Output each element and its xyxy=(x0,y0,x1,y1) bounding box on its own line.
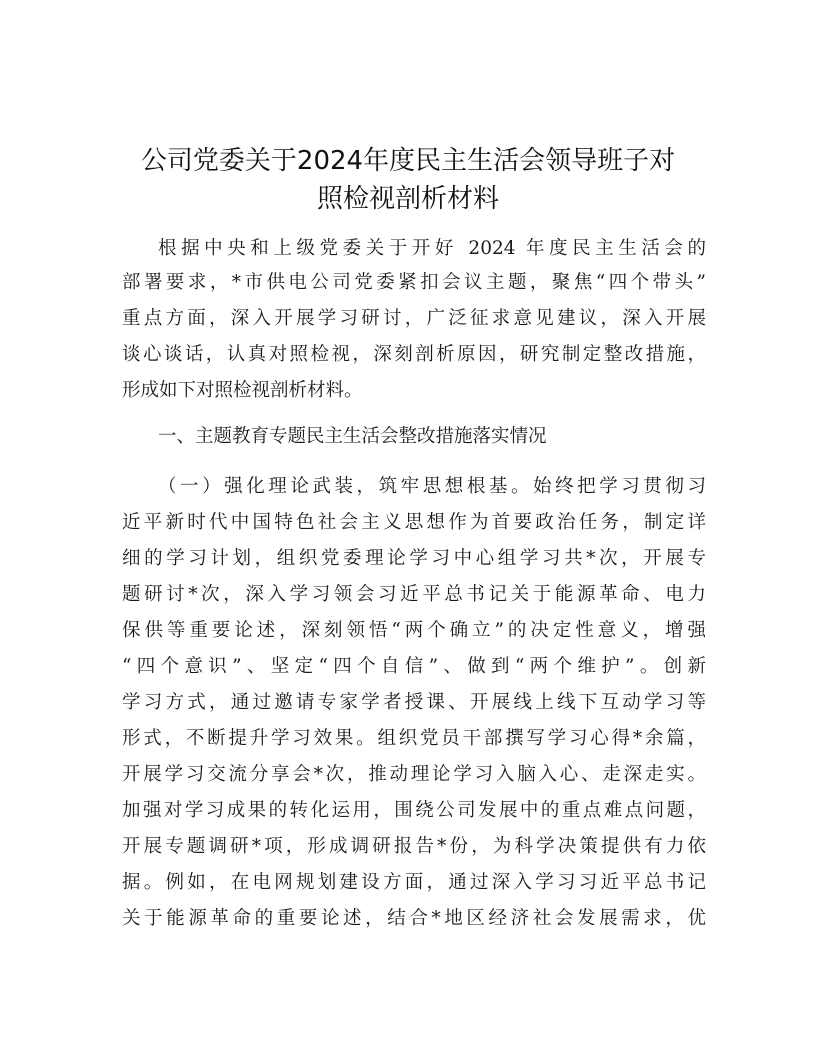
body-line: 开展学习交流分享会*次，推动理论学习入脑入心、走深走实。 xyxy=(122,764,706,785)
body-line: 题研讨*次，深入学习领会习近平总书记关于能源革命、电力 xyxy=(122,584,706,605)
body-line: 近平新时代中国特色社会主义思想作为首要政治任务，制定详 xyxy=(122,512,706,533)
body-line: 开展专题调研*项，形成调研报告*份，为科学决策提供有力依 xyxy=(122,836,706,857)
intro-line: 重点方面，深入开展学习研讨，广泛征求意见建议，深入开展 xyxy=(122,308,706,329)
body-line: 据。例如，在电网规划建设方面，通过深入学习习近平总书记 xyxy=(122,872,706,893)
body-line: 关于能源革命的重要论述，结合*地区经济社会发展需求，优 xyxy=(122,908,706,929)
body-line: 学习方式，通过邀请专家学者授课、开展线上线下互动学习等 xyxy=(122,692,706,713)
intro-line: 形成如下对照检视剖析材料。 xyxy=(122,380,363,401)
section-heading: 一、主题教育专题民主生活会整改措施落实情况 xyxy=(158,426,547,447)
intro-line: 部署要求，*市供电公司党委紧扣会议主题，聚焦“四个带头” xyxy=(122,272,706,293)
document-title-line-1: 公司党委关于2024年度民主生活会领导班子对 xyxy=(140,146,676,176)
body-line: 细的学习计划，组织党委理论学习中心组学习共*次，开展专 xyxy=(122,548,706,569)
intro-line: 根据中央和上级党委关于开好 2024 年度民主生活会的 xyxy=(158,238,706,259)
document-title-line-2: 照检视剖析材料 xyxy=(316,184,499,214)
intro-line: 谈心谈话，认真对照检视，深刻剖析原因，研究制定整改措施， xyxy=(122,344,706,365)
body-line: 加强对学习成果的转化运用，围绕公司发展中的重点难点问题， xyxy=(122,800,706,821)
body-line: 保供等重要论述，深刻领悟“两个确立”的决定性意义，增强 xyxy=(122,620,706,641)
body-line: 形式，不断提升学习效果。组织党员干部撰写学习心得*余篇， xyxy=(122,728,706,749)
body-line: （一）强化理论武装，筑牢思想根基。始终把学习贯彻习 xyxy=(158,476,706,497)
body-line: “四个意识”、坚定“四个自信”、做到“两个维护”。创新 xyxy=(122,656,706,677)
